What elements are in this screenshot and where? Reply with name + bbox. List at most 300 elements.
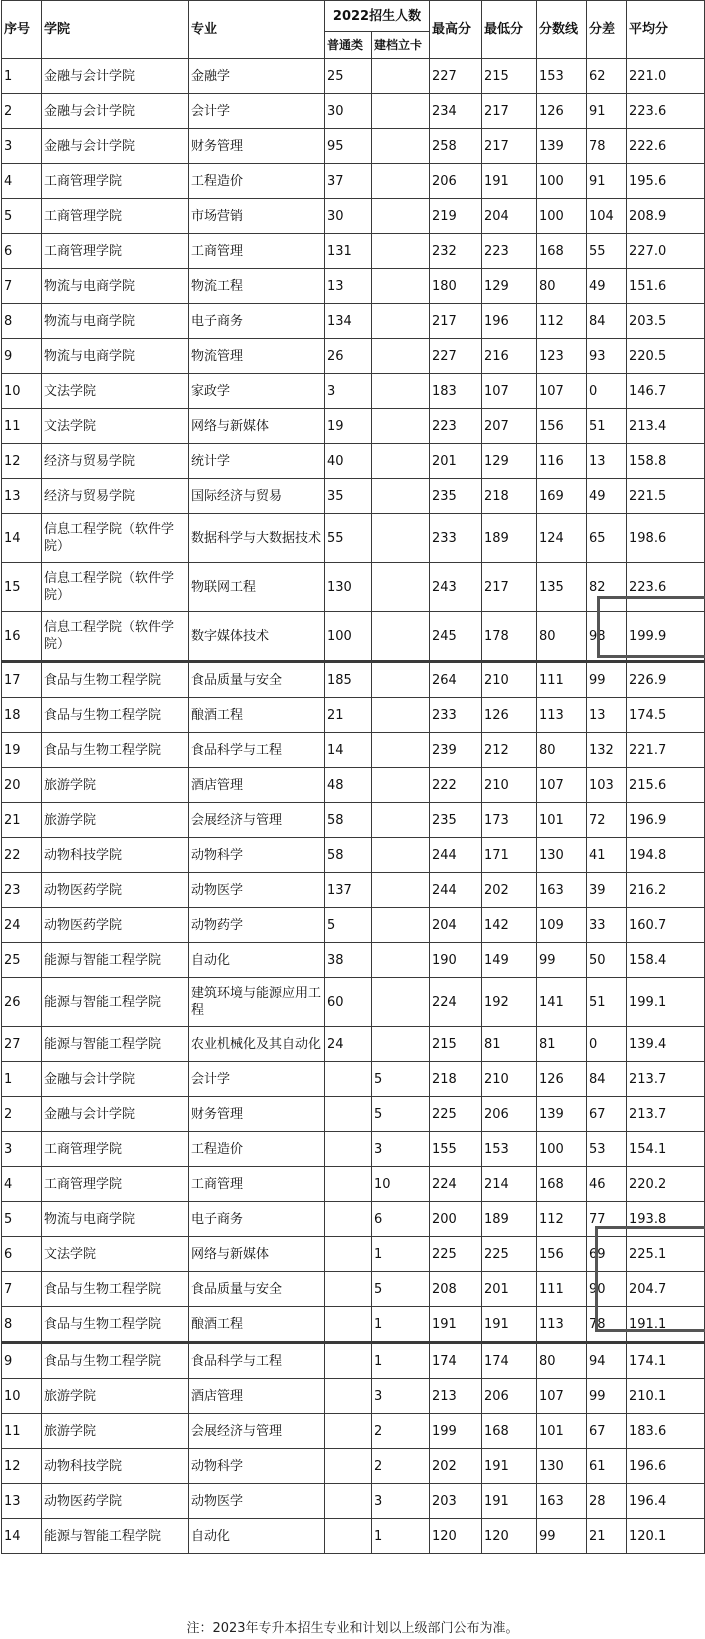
cell-card xyxy=(372,803,430,838)
cell-index: 16 xyxy=(2,612,42,662)
cell-index: 11 xyxy=(2,1414,42,1449)
table-row xyxy=(2,1484,705,1519)
table-row xyxy=(2,1414,705,1449)
cell-college: 金融与会计学院 xyxy=(42,1097,189,1132)
table-row xyxy=(2,59,705,94)
cell-diff: 69 xyxy=(587,1237,627,1272)
cell-college: 工商管理学院 xyxy=(42,1167,189,1202)
cell-diff: 13 xyxy=(587,444,627,479)
cell-line: 101 xyxy=(537,1414,587,1449)
cell-diff: 90 xyxy=(587,1272,627,1307)
cell-general: 3 xyxy=(325,374,372,409)
cell-avg: 225.1 xyxy=(627,1237,705,1272)
cell-college: 食品与生物工程学院 xyxy=(42,1307,189,1343)
table-row xyxy=(2,908,705,943)
cell-major: 工程造价 xyxy=(189,1132,325,1167)
table-row xyxy=(2,374,705,409)
cell-line: 111 xyxy=(537,662,587,698)
cell-min: 173 xyxy=(482,803,537,838)
cell-avg: 203.5 xyxy=(627,304,705,339)
header-card: 建档立卡 xyxy=(372,32,430,59)
cell-index: 24 xyxy=(2,908,42,943)
cell-college: 金融与会计学院 xyxy=(42,94,189,129)
table-row xyxy=(2,1167,705,1202)
cell-general: 35 xyxy=(325,479,372,514)
cell-general xyxy=(325,1484,372,1519)
cell-college: 工商管理学院 xyxy=(42,164,189,199)
cell-avg: 194.8 xyxy=(627,838,705,873)
cell-min: 210 xyxy=(482,768,537,803)
cell-diff: 0 xyxy=(587,1027,627,1062)
cell-diff: 72 xyxy=(587,803,627,838)
cell-major: 统计学 xyxy=(189,444,325,479)
cell-card xyxy=(372,164,430,199)
cell-index: 6 xyxy=(2,1237,42,1272)
cell-general: 14 xyxy=(325,733,372,768)
table-row xyxy=(2,444,705,479)
header-max-score: 最高分 xyxy=(430,1,482,59)
cell-college: 信息工程学院（软件学院） xyxy=(42,612,189,662)
cell-college: 文法学院 xyxy=(42,1237,189,1272)
cell-card xyxy=(372,698,430,733)
cell-diff: 41 xyxy=(587,838,627,873)
cell-avg: 120.1 xyxy=(627,1519,705,1554)
cell-general: 5 xyxy=(325,908,372,943)
table-row xyxy=(2,1062,705,1097)
cell-card xyxy=(372,873,430,908)
cell-card xyxy=(372,733,430,768)
cell-index: 13 xyxy=(2,479,42,514)
cell-line: 112 xyxy=(537,1202,587,1237)
table-row xyxy=(2,1519,705,1554)
table-row xyxy=(2,199,705,234)
table-row xyxy=(2,978,705,1027)
cell-index: 14 xyxy=(2,514,42,563)
cell-min: 126 xyxy=(482,698,537,733)
header-index: 序号 xyxy=(2,1,42,59)
cell-card xyxy=(372,1027,430,1062)
cell-general xyxy=(325,1449,372,1484)
cell-diff: 51 xyxy=(587,978,627,1027)
cell-diff: 78 xyxy=(587,129,627,164)
cell-diff: 99 xyxy=(587,662,627,698)
cell-diff: 49 xyxy=(587,479,627,514)
table-body xyxy=(2,59,705,1554)
cell-avg: 198.6 xyxy=(627,514,705,563)
cell-max: 199 xyxy=(430,1414,482,1449)
cell-card xyxy=(372,662,430,698)
cell-min: 214 xyxy=(482,1167,537,1202)
cell-index: 2 xyxy=(2,1097,42,1132)
cell-major: 食品科学与工程 xyxy=(189,733,325,768)
cell-avg: 210.1 xyxy=(627,1379,705,1414)
cell-general xyxy=(325,1237,372,1272)
cell-min: 192 xyxy=(482,978,537,1027)
cell-card: 3 xyxy=(372,1132,430,1167)
cell-card xyxy=(372,612,430,662)
cell-avg: 174.5 xyxy=(627,698,705,733)
cell-general xyxy=(325,1519,372,1554)
cell-card xyxy=(372,838,430,873)
cell-general xyxy=(325,1097,372,1132)
cell-min: 178 xyxy=(482,612,537,662)
cell-card xyxy=(372,59,430,94)
cell-min: 191 xyxy=(482,1307,537,1343)
cell-diff: 99 xyxy=(587,1379,627,1414)
cell-general xyxy=(325,1307,372,1343)
cell-general xyxy=(325,1132,372,1167)
cell-major: 电子商务 xyxy=(189,1202,325,1237)
cell-max: 217 xyxy=(430,304,482,339)
cell-card xyxy=(372,304,430,339)
table-row xyxy=(2,1343,705,1379)
cell-line: 126 xyxy=(537,94,587,129)
cell-diff: 49 xyxy=(587,269,627,304)
cell-card xyxy=(372,374,430,409)
cell-line: 80 xyxy=(537,733,587,768)
cell-diff: 103 xyxy=(587,768,627,803)
cell-major: 财务管理 xyxy=(189,1097,325,1132)
cell-min: 223 xyxy=(482,234,537,269)
cell-college: 经济与贸易学院 xyxy=(42,479,189,514)
cell-major: 国际经济与贸易 xyxy=(189,479,325,514)
header-score-diff: 分差 xyxy=(587,1,627,59)
header-row xyxy=(2,1,705,32)
cell-line: 101 xyxy=(537,803,587,838)
header-avg-score: 平均分 xyxy=(627,1,705,59)
cell-card: 1 xyxy=(372,1307,430,1343)
cell-avg: 213.7 xyxy=(627,1097,705,1132)
cell-major: 电子商务 xyxy=(189,304,325,339)
cell-college: 动物医药学院 xyxy=(42,908,189,943)
cell-diff: 67 xyxy=(587,1414,627,1449)
cell-avg: 221.0 xyxy=(627,59,705,94)
cell-index: 21 xyxy=(2,803,42,838)
cell-index: 22 xyxy=(2,838,42,873)
cell-index: 9 xyxy=(2,339,42,374)
cell-major: 动物科学 xyxy=(189,838,325,873)
cell-diff: 67 xyxy=(587,1097,627,1132)
cell-college: 食品与生物工程学院 xyxy=(42,1343,189,1379)
cell-max: 191 xyxy=(430,1307,482,1343)
cell-min: 216 xyxy=(482,339,537,374)
cell-avg: 227.0 xyxy=(627,234,705,269)
cell-general: 25 xyxy=(325,59,372,94)
cell-max: 244 xyxy=(430,838,482,873)
cell-index: 4 xyxy=(2,1167,42,1202)
cell-max: 206 xyxy=(430,164,482,199)
cell-major: 自动化 xyxy=(189,943,325,978)
cell-min: 174 xyxy=(482,1343,537,1379)
cell-card xyxy=(372,514,430,563)
cell-max: 243 xyxy=(430,563,482,612)
cell-index: 17 xyxy=(2,662,42,698)
cell-max: 234 xyxy=(430,94,482,129)
cell-avg: 151.6 xyxy=(627,269,705,304)
cell-major: 食品质量与安全 xyxy=(189,1272,325,1307)
cell-major: 数字媒体技术 xyxy=(189,612,325,662)
cell-min: 120 xyxy=(482,1519,537,1554)
header-general: 普通类 xyxy=(325,32,372,59)
cell-college: 动物医药学院 xyxy=(42,1484,189,1519)
cell-max: 204 xyxy=(430,908,482,943)
cell-avg: 146.7 xyxy=(627,374,705,409)
cell-line: 113 xyxy=(537,698,587,733)
cell-max: 202 xyxy=(430,1449,482,1484)
cell-index: 23 xyxy=(2,873,42,908)
cell-college: 物流与电商学院 xyxy=(42,304,189,339)
cell-diff: 50 xyxy=(587,943,627,978)
cell-avg: 204.7 xyxy=(627,1272,705,1307)
cell-avg: 226.9 xyxy=(627,662,705,698)
cell-max: 203 xyxy=(430,1484,482,1519)
cell-diff: 39 xyxy=(587,873,627,908)
table-row xyxy=(2,1097,705,1132)
cell-college: 经济与贸易学院 xyxy=(42,444,189,479)
cell-major: 工商管理 xyxy=(189,1167,325,1202)
cell-index: 15 xyxy=(2,563,42,612)
cell-max: 222 xyxy=(430,768,482,803)
cell-diff: 28 xyxy=(587,1484,627,1519)
cell-college: 旅游学院 xyxy=(42,768,189,803)
cell-line: 130 xyxy=(537,1449,587,1484)
cell-college: 能源与智能工程学院 xyxy=(42,943,189,978)
cell-avg: 139.4 xyxy=(627,1027,705,1062)
cell-general xyxy=(325,1343,372,1379)
cell-major: 会计学 xyxy=(189,94,325,129)
cell-min: 217 xyxy=(482,129,537,164)
cell-general: 185 xyxy=(325,662,372,698)
table-row xyxy=(2,563,705,612)
cell-max: 180 xyxy=(430,269,482,304)
cell-line: 100 xyxy=(537,1132,587,1167)
cell-general: 58 xyxy=(325,838,372,873)
cell-max: 215 xyxy=(430,1027,482,1062)
cell-min: 196 xyxy=(482,304,537,339)
cell-major: 酒店管理 xyxy=(189,1379,325,1414)
table-row xyxy=(2,838,705,873)
cell-card xyxy=(372,199,430,234)
cell-diff: 98 xyxy=(587,612,627,662)
cell-line: 99 xyxy=(537,943,587,978)
table-row xyxy=(2,1132,705,1167)
cell-diff: 84 xyxy=(587,304,627,339)
cell-major: 数据科学与大数据技术 xyxy=(189,514,325,563)
cell-min: 168 xyxy=(482,1414,537,1449)
cell-avg: 223.6 xyxy=(627,563,705,612)
cell-index: 5 xyxy=(2,199,42,234)
table-row xyxy=(2,698,705,733)
cell-avg: 193.8 xyxy=(627,1202,705,1237)
cell-min: 191 xyxy=(482,1449,537,1484)
cell-index: 2 xyxy=(2,94,42,129)
cell-line: 123 xyxy=(537,339,587,374)
cell-major: 自动化 xyxy=(189,1519,325,1554)
cell-card: 2 xyxy=(372,1414,430,1449)
cell-diff: 91 xyxy=(587,94,627,129)
cell-general: 130 xyxy=(325,563,372,612)
table-row xyxy=(2,479,705,514)
cell-index: 25 xyxy=(2,943,42,978)
cell-diff: 51 xyxy=(587,409,627,444)
cell-line: 139 xyxy=(537,1097,587,1132)
cell-general xyxy=(325,1062,372,1097)
cell-max: 233 xyxy=(430,514,482,563)
cell-major: 金融学 xyxy=(189,59,325,94)
cell-diff: 104 xyxy=(587,199,627,234)
cell-college: 旅游学院 xyxy=(42,1379,189,1414)
cell-major: 工程造价 xyxy=(189,164,325,199)
cell-college: 信息工程学院（软件学院） xyxy=(42,563,189,612)
table-row xyxy=(2,409,705,444)
cell-major: 酿酒工程 xyxy=(189,698,325,733)
cell-max: 183 xyxy=(430,374,482,409)
cell-college: 工商管理学院 xyxy=(42,199,189,234)
cell-general: 24 xyxy=(325,1027,372,1062)
cell-min: 189 xyxy=(482,514,537,563)
cell-min: 210 xyxy=(482,662,537,698)
cell-index: 20 xyxy=(2,768,42,803)
cell-index: 12 xyxy=(2,1449,42,1484)
cell-major: 物联网工程 xyxy=(189,563,325,612)
cell-diff: 13 xyxy=(587,698,627,733)
cell-line: 112 xyxy=(537,304,587,339)
cell-major: 动物科学 xyxy=(189,1449,325,1484)
cell-general: 48 xyxy=(325,768,372,803)
cell-major: 网络与新媒体 xyxy=(189,409,325,444)
cell-general: 30 xyxy=(325,199,372,234)
cell-max: 225 xyxy=(430,1237,482,1272)
cell-max: 218 xyxy=(430,1062,482,1097)
cell-avg: 195.6 xyxy=(627,164,705,199)
cell-avg: 160.7 xyxy=(627,908,705,943)
cell-line: 124 xyxy=(537,514,587,563)
cell-max: 239 xyxy=(430,733,482,768)
table-row xyxy=(2,164,705,199)
cell-major: 建筑环境与能源应用工程 xyxy=(189,978,325,1027)
cell-avg: 215.6 xyxy=(627,768,705,803)
header-enroll: 2022招生人数 xyxy=(325,1,430,32)
cell-card: 1 xyxy=(372,1519,430,1554)
cell-general: 30 xyxy=(325,94,372,129)
cell-college: 物流与电商学院 xyxy=(42,339,189,374)
cell-avg: 158.4 xyxy=(627,943,705,978)
cell-major: 工商管理 xyxy=(189,234,325,269)
cell-min: 217 xyxy=(482,94,537,129)
cell-index: 9 xyxy=(2,1343,42,1379)
cell-general xyxy=(325,1167,372,1202)
cell-max: 201 xyxy=(430,444,482,479)
cell-line: 139 xyxy=(537,129,587,164)
cell-major: 网络与新媒体 xyxy=(189,1237,325,1272)
cell-college: 物流与电商学院 xyxy=(42,1202,189,1237)
table-row xyxy=(2,1237,705,1272)
cell-major: 会展经济与管理 xyxy=(189,1414,325,1449)
cell-line: 168 xyxy=(537,1167,587,1202)
cell-line: 116 xyxy=(537,444,587,479)
cell-min: 215 xyxy=(482,59,537,94)
cell-college: 物流与电商学院 xyxy=(42,269,189,304)
cell-avg: 154.1 xyxy=(627,1132,705,1167)
cell-card xyxy=(372,94,430,129)
cell-card: 5 xyxy=(372,1097,430,1132)
cell-line: 168 xyxy=(537,234,587,269)
cell-college: 工商管理学院 xyxy=(42,234,189,269)
table-row xyxy=(2,803,705,838)
cell-index: 11 xyxy=(2,409,42,444)
cell-major: 酿酒工程 xyxy=(189,1307,325,1343)
cell-avg: 221.5 xyxy=(627,479,705,514)
cell-min: 107 xyxy=(482,374,537,409)
cell-major: 家政学 xyxy=(189,374,325,409)
cell-general: 134 xyxy=(325,304,372,339)
cell-min: 217 xyxy=(482,563,537,612)
table-row xyxy=(2,662,705,698)
cell-max: 227 xyxy=(430,339,482,374)
cell-index: 19 xyxy=(2,733,42,768)
table-row xyxy=(2,304,705,339)
table-row xyxy=(2,94,705,129)
cell-diff: 0 xyxy=(587,374,627,409)
cell-card xyxy=(372,129,430,164)
table-row xyxy=(2,1307,705,1343)
table-row xyxy=(2,234,705,269)
cell-min: 81 xyxy=(482,1027,537,1062)
cell-diff: 84 xyxy=(587,1062,627,1097)
cell-avg: 196.6 xyxy=(627,1449,705,1484)
cell-line: 156 xyxy=(537,1237,587,1272)
cell-avg: 223.6 xyxy=(627,94,705,129)
cell-min: 206 xyxy=(482,1379,537,1414)
cell-max: 245 xyxy=(430,612,482,662)
cell-min: 129 xyxy=(482,269,537,304)
cell-avg: 191.1 xyxy=(627,1307,705,1343)
cell-card: 5 xyxy=(372,1062,430,1097)
cell-avg: 208.9 xyxy=(627,199,705,234)
table-row xyxy=(2,1379,705,1414)
cell-general: 131 xyxy=(325,234,372,269)
cell-index: 13 xyxy=(2,1484,42,1519)
cell-min: 191 xyxy=(482,1484,537,1519)
cell-diff: 21 xyxy=(587,1519,627,1554)
cell-avg: 199.9 xyxy=(627,612,705,662)
cell-college: 旅游学院 xyxy=(42,803,189,838)
cell-max: 233 xyxy=(430,698,482,733)
cell-diff: 77 xyxy=(587,1202,627,1237)
cell-line: 141 xyxy=(537,978,587,1027)
table-row xyxy=(2,514,705,563)
cell-major: 农业机械化及其自动化 xyxy=(189,1027,325,1062)
cell-line: 107 xyxy=(537,768,587,803)
cell-card xyxy=(372,339,430,374)
cell-max: 208 xyxy=(430,1272,482,1307)
cell-min: 149 xyxy=(482,943,537,978)
cell-general: 55 xyxy=(325,514,372,563)
footnote: 注：2023年专升本招生专业和计划以上级部门公布为准。 xyxy=(186,1621,519,1636)
cell-major: 食品科学与工程 xyxy=(189,1343,325,1379)
cell-index: 7 xyxy=(2,269,42,304)
cell-card xyxy=(372,269,430,304)
cell-min: 206 xyxy=(482,1097,537,1132)
cell-min: 129 xyxy=(482,444,537,479)
cell-card xyxy=(372,409,430,444)
table-row xyxy=(2,768,705,803)
cell-line: 113 xyxy=(537,1307,587,1343)
cell-college: 金融与会计学院 xyxy=(42,129,189,164)
cell-index: 5 xyxy=(2,1202,42,1237)
cell-avg: 213.7 xyxy=(627,1062,705,1097)
cell-max: 227 xyxy=(430,59,482,94)
